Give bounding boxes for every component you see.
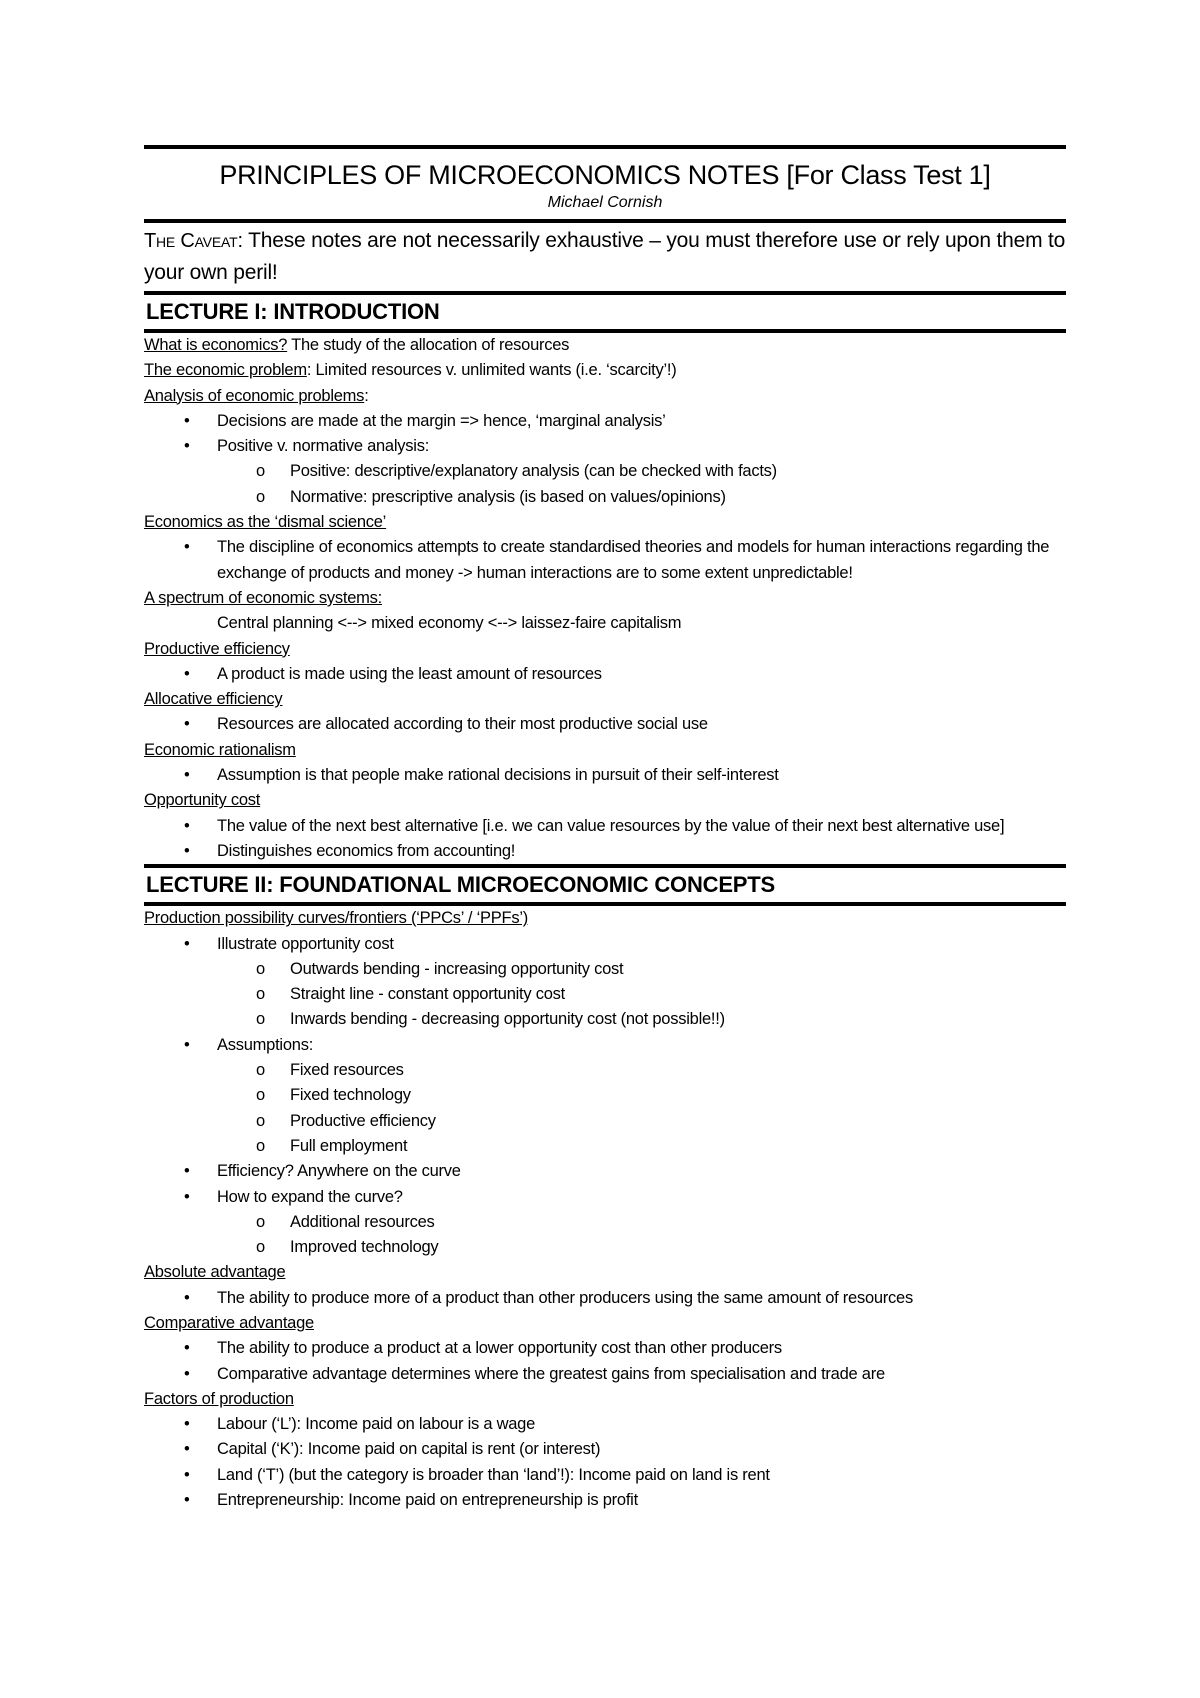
document-title: PRINCIPLES OF MICROECONOMICS NOTES [For Class Test 1]	[219, 160, 991, 190]
ppc-heading: Production possibility curves/frontiers (‘PPCs’ / ‘PPFs’)	[144, 909, 529, 928]
comparative-advantage-heading: Comparative advantage	[144, 1313, 314, 1332]
sub-list-item: o Fixed resources	[144, 1058, 1066, 1083]
absolute-advantage-heading: Absolute advantage	[144, 1263, 286, 1282]
list-item: • Decisions are made at the margin => hence, ‘marginal analysis’	[144, 409, 1066, 434]
list-item: • Land (‘T’) (but the category is broader than ‘land’!): Income paid on land is rent	[144, 1463, 1066, 1488]
analysis-colon: :	[364, 386, 369, 405]
analysis-heading: Analysis of economic problems	[144, 386, 365, 405]
list-item: • The ability to produce a product at a lower opportunity cost than other producers	[144, 1336, 1066, 1361]
sub-list-item: o Fixed technology	[144, 1083, 1066, 1108]
sub-list-item: o Straight line - constant opportunity cost	[144, 982, 1066, 1007]
economic-problem-text: : Limited resources v. unlimited wants (i.e. ‘scarcity’!)	[306, 361, 677, 380]
sub-list-item: o Productive efficiency	[144, 1109, 1066, 1134]
list-item: • Entrepreneurship: Income paid on entrepreneurship is profit	[144, 1488, 1066, 1513]
list-item: • Distinguishes economics from accounting!	[144, 839, 1066, 864]
analysis-heading-line	[144, 384, 1066, 409]
list-item: • The value of the next best alternative [i.e. we can value resources by the value of their next best alternative use]	[144, 814, 1066, 839]
list-item: • A product is made using the least amount of resources	[144, 662, 1066, 687]
lecture2-heading: LECTURE II: FOUNDATIONAL MICROECONOMIC CONCEPTS	[146, 872, 775, 898]
list-item: • Illustrate opportunity cost	[144, 932, 1066, 957]
spectrum-heading: A spectrum of economic systems:	[144, 588, 383, 607]
economic-problem-heading: The economic problem	[144, 361, 307, 380]
sub-list-item: o Normative: prescriptive analysis (is based on values/opinions)	[144, 485, 1066, 510]
caveat-paragraph	[144, 223, 1066, 291]
list-item: • Labour (‘L’): Income paid on labour is a wage	[144, 1412, 1066, 1437]
sub-list-item: o Outwards bending - increasing opportunity cost	[144, 957, 1066, 982]
list-item: • Resources are allocated according to their most productive social use	[144, 712, 1066, 737]
list-item: • The ability to produce more of a product than other producers using the same amount of resources	[144, 1286, 1066, 1311]
spectrum-text: Central planning <--> mixed economy <--> laissez-faire capitalism	[217, 614, 682, 633]
lecture1-body	[144, 333, 1066, 864]
what-is-economics-text: The study of the allocation of resources	[287, 336, 570, 354]
document-author: Michael Cornish	[547, 194, 663, 211]
sub-list-item: o Inwards bending - decreasing opportunity cost (not possible!!)	[144, 1007, 1066, 1032]
top-rule	[144, 145, 1066, 149]
caveat-label: The Caveat:	[144, 230, 243, 252]
what-is-economics-heading: What is economics?	[144, 336, 288, 354]
dismal-science-heading: Economics as the ‘dismal science’	[144, 513, 387, 532]
sub-list-item: o Full employment	[144, 1134, 1066, 1159]
what-is-economics-line	[144, 333, 1066, 358]
list-item: • Positive v. normative analysis:	[144, 434, 1066, 459]
economic-rationalism-heading: Economic rationalism	[144, 740, 296, 759]
list-item: • Assumption is that people make rational decisions in pursuit of their self-interest	[144, 763, 1066, 788]
list-item: • Efficiency? Anywhere on the curve	[144, 1159, 1066, 1184]
lecture1-heading: LECTURE I: INTRODUCTION	[146, 299, 440, 324]
sub-list-item: o Positive: descriptive/explanatory analysis (can be checked with facts)	[144, 459, 1066, 484]
document-page	[144, 145, 1066, 1513]
lecture2-body	[144, 906, 1066, 1513]
sub-list-item: o Additional resources	[144, 1210, 1066, 1235]
caveat-text: These notes are not necessarily exhaustive – you must therefore use or rely upon them to your own peril!	[144, 229, 1066, 284]
list-item: • The discipline of economics attempts to create standardised theories and models for human interactions regarding the exchange of products and money -> human interactions are to some extent unpredictable!	[144, 535, 1066, 586]
list-item: • Capital (‘K’): Income paid on capital is rent (or interest)	[144, 1437, 1066, 1462]
list-item: • Comparative advantage determines where the greatest gains from specialisation and trade are	[144, 1362, 1066, 1387]
sub-list-item: o Improved technology	[144, 1235, 1066, 1260]
factors-of-production-heading: Factors of production	[144, 1389, 294, 1408]
productive-efficiency-heading: Productive efficiency	[144, 639, 290, 658]
list-item: • How to expand the curve?	[144, 1185, 1066, 1210]
allocative-efficiency-heading: Allocative efficiency	[144, 690, 283, 709]
economic-problem-line	[144, 358, 1066, 383]
list-item: • Assumptions:	[144, 1033, 1066, 1058]
opportunity-cost-heading: Opportunity cost	[144, 791, 261, 810]
